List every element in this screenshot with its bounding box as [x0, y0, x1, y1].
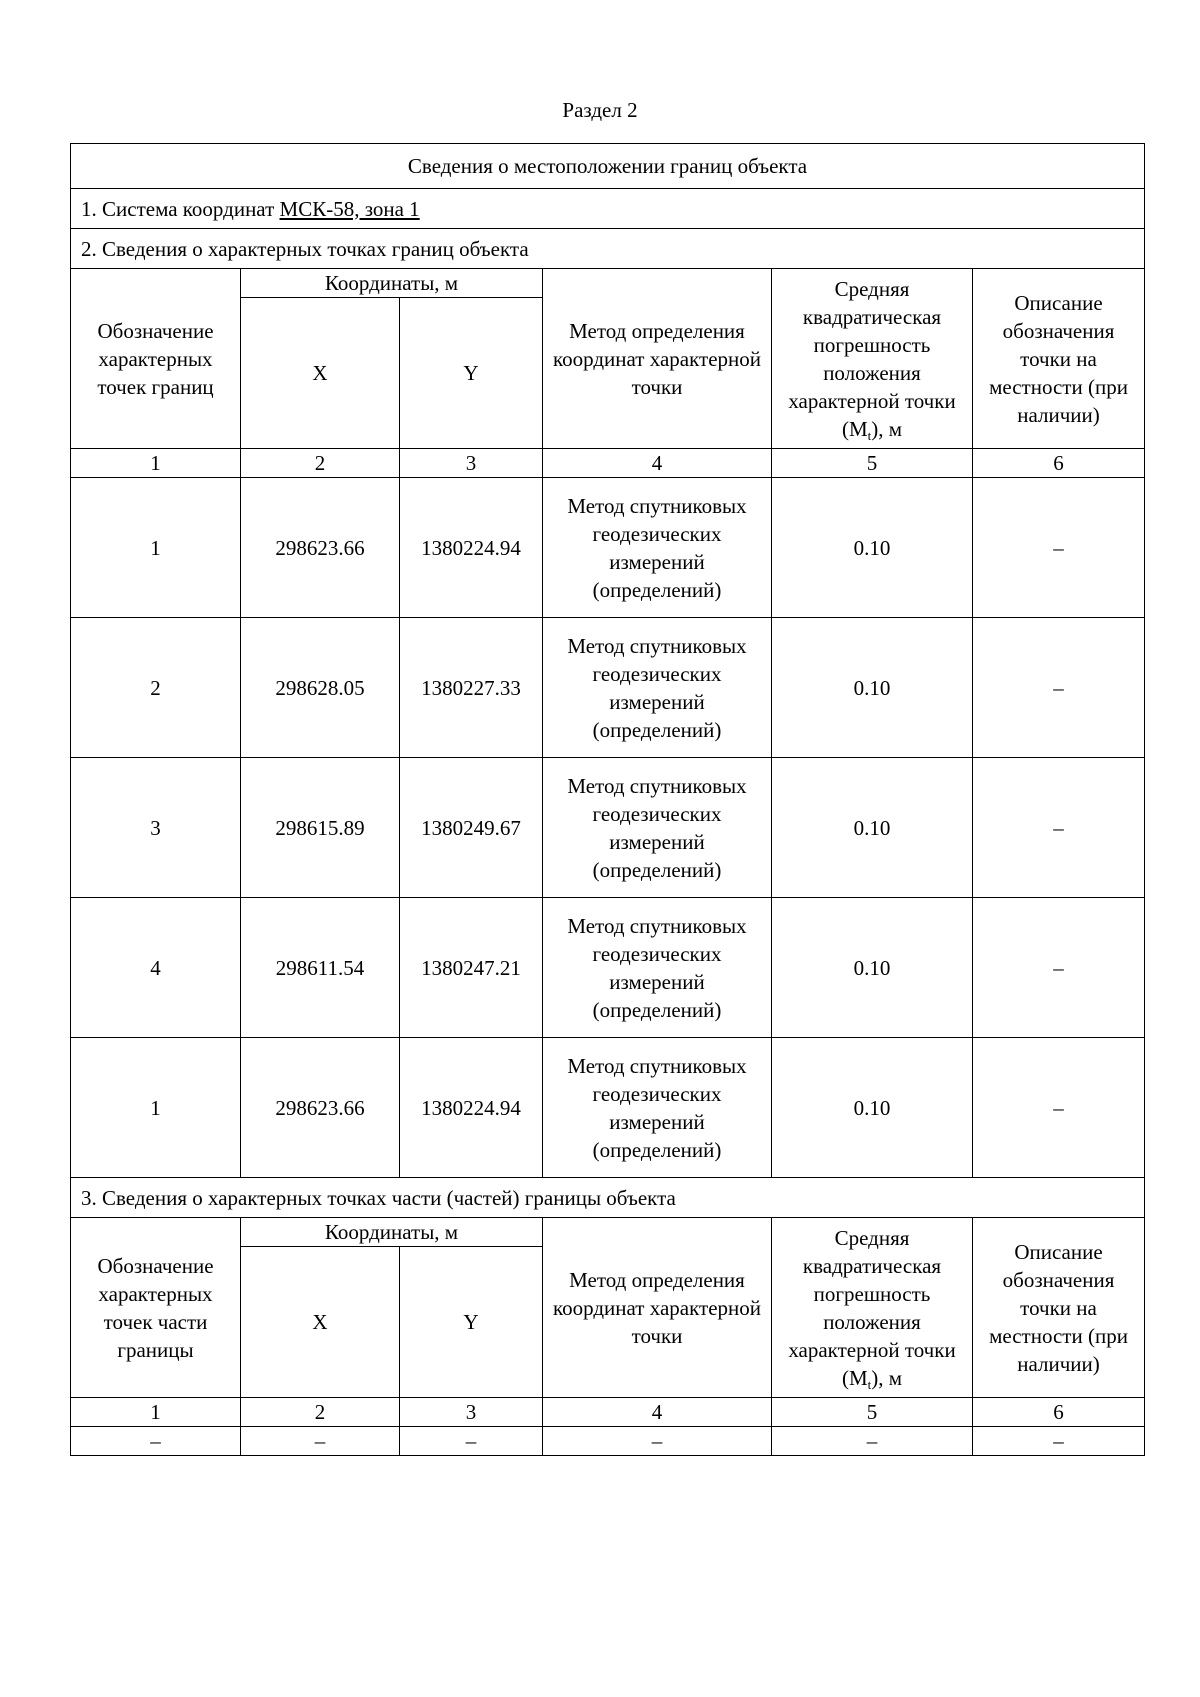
point-error: 0.10 — [772, 478, 973, 618]
point-description: – — [973, 1038, 1145, 1178]
part-point-method: – — [543, 1427, 772, 1456]
header-x: X — [241, 298, 400, 449]
section2-title: 2. Сведения о характерных точках границ объекта — [71, 229, 1145, 269]
point-y: 1380224.94 — [400, 478, 543, 618]
part-header-y: Y — [400, 1247, 543, 1398]
point-y: 1380249.67 — [400, 758, 543, 898]
section-title: Раздел 2 — [562, 98, 638, 122]
col-number-4: 4 — [543, 449, 772, 478]
header-error-tail: ), м — [871, 416, 903, 441]
table-row — [71, 1427, 1145, 1456]
col-number-6: 6 — [973, 449, 1145, 478]
table-row — [71, 898, 1145, 1038]
table-title: Сведения о местоположении границ объекта — [71, 144, 1145, 189]
point-id: 2 — [71, 618, 241, 758]
point-method: Метод спутниковых геодезических измерений (определений) — [543, 758, 772, 898]
coordinate-system-label: 1. Система координат — [81, 196, 275, 221]
part-header-x: X — [241, 1247, 400, 1398]
coordinate-system-value: МСК-58, зона 1 — [279, 196, 420, 221]
part-header-error-tail: ), м — [871, 1365, 903, 1390]
point-x: 298615.89 — [241, 758, 400, 898]
part-header-description: Описание обозначения точки на местности (при наличии) — [973, 1218, 1145, 1398]
part-header-coordinates: Координаты, м — [241, 1218, 543, 1247]
col-number-2: 2 — [241, 449, 400, 478]
point-x: 298623.66 — [241, 1038, 400, 1178]
point-error: 0.10 — [772, 618, 973, 758]
part-point-id: – — [71, 1427, 241, 1456]
point-id: 4 — [71, 898, 241, 1038]
coordinate-system-row — [71, 189, 1145, 229]
part-point-description: – — [973, 1427, 1145, 1456]
boundary-table — [70, 143, 1145, 1456]
header-designation: Обозначение характерных точек границ — [71, 269, 241, 449]
point-description: – — [973, 758, 1145, 898]
col-number-1: 1 — [71, 449, 241, 478]
point-id: 1 — [71, 478, 241, 618]
header-error-sub: t — [867, 427, 872, 443]
point-method: Метод спутниковых геодезических измерений (определений) — [543, 1038, 772, 1178]
point-description: – — [973, 898, 1145, 1038]
part-col-number-6: 6 — [973, 1398, 1145, 1427]
header-error — [772, 269, 973, 449]
table-row — [71, 758, 1145, 898]
part-header-designation: Обозначение характерных точек части границы — [71, 1218, 241, 1398]
header-error-text: Средняя квадратическая погрешность положения характерной точки (M — [788, 276, 956, 441]
point-id: 3 — [71, 758, 241, 898]
point-error: 0.10 — [772, 898, 973, 1038]
point-method: Метод спутниковых геодезических измерений (определений) — [543, 898, 772, 1038]
col-number-3: 3 — [400, 449, 543, 478]
part-header-error-sub: t — [867, 1376, 872, 1392]
header-coordinates: Координаты, м — [241, 269, 543, 298]
point-error: 0.10 — [772, 1038, 973, 1178]
point-method: Метод спутниковых геодезических измерений (определений) — [543, 478, 772, 618]
point-x: 298611.54 — [241, 898, 400, 1038]
part-point-y: – — [400, 1427, 543, 1456]
part-point-x: – — [241, 1427, 400, 1456]
point-y: 1380224.94 — [400, 1038, 543, 1178]
header-y: Y — [400, 298, 543, 449]
part-header-error-text: Средняя квадратическая погрешность положения характерной точки (M — [788, 1225, 956, 1390]
point-description: – — [973, 618, 1145, 758]
table-row — [71, 618, 1145, 758]
point-y: 1380227.33 — [400, 618, 543, 758]
point-error: 0.10 — [772, 758, 973, 898]
header-description: Описание обозначения точки на местности (при наличии) — [973, 269, 1145, 449]
part-col-number-3: 3 — [400, 1398, 543, 1427]
table-row — [71, 478, 1145, 618]
point-description: – — [973, 478, 1145, 618]
part-col-number-2: 2 — [241, 1398, 400, 1427]
part-col-number-5: 5 — [772, 1398, 973, 1427]
point-id: 1 — [71, 1038, 241, 1178]
part-col-number-4: 4 — [543, 1398, 772, 1427]
point-x: 298623.66 — [241, 478, 400, 618]
part-header-method: Метод определения координат характерной точки — [543, 1218, 772, 1398]
table-row — [71, 1038, 1145, 1178]
section3-title: 3. Сведения о характерных точках части (частей) границы объекта — [71, 1178, 1145, 1218]
col-number-5: 5 — [772, 449, 973, 478]
point-method: Метод спутниковых геодезических измерений (определений) — [543, 618, 772, 758]
part-point-error: – — [772, 1427, 973, 1456]
header-method: Метод определения координат характерной точки — [543, 269, 772, 449]
part-header-error — [772, 1218, 973, 1398]
point-x: 298628.05 — [241, 618, 400, 758]
point-y: 1380247.21 — [400, 898, 543, 1038]
part-col-number-1: 1 — [71, 1398, 241, 1427]
